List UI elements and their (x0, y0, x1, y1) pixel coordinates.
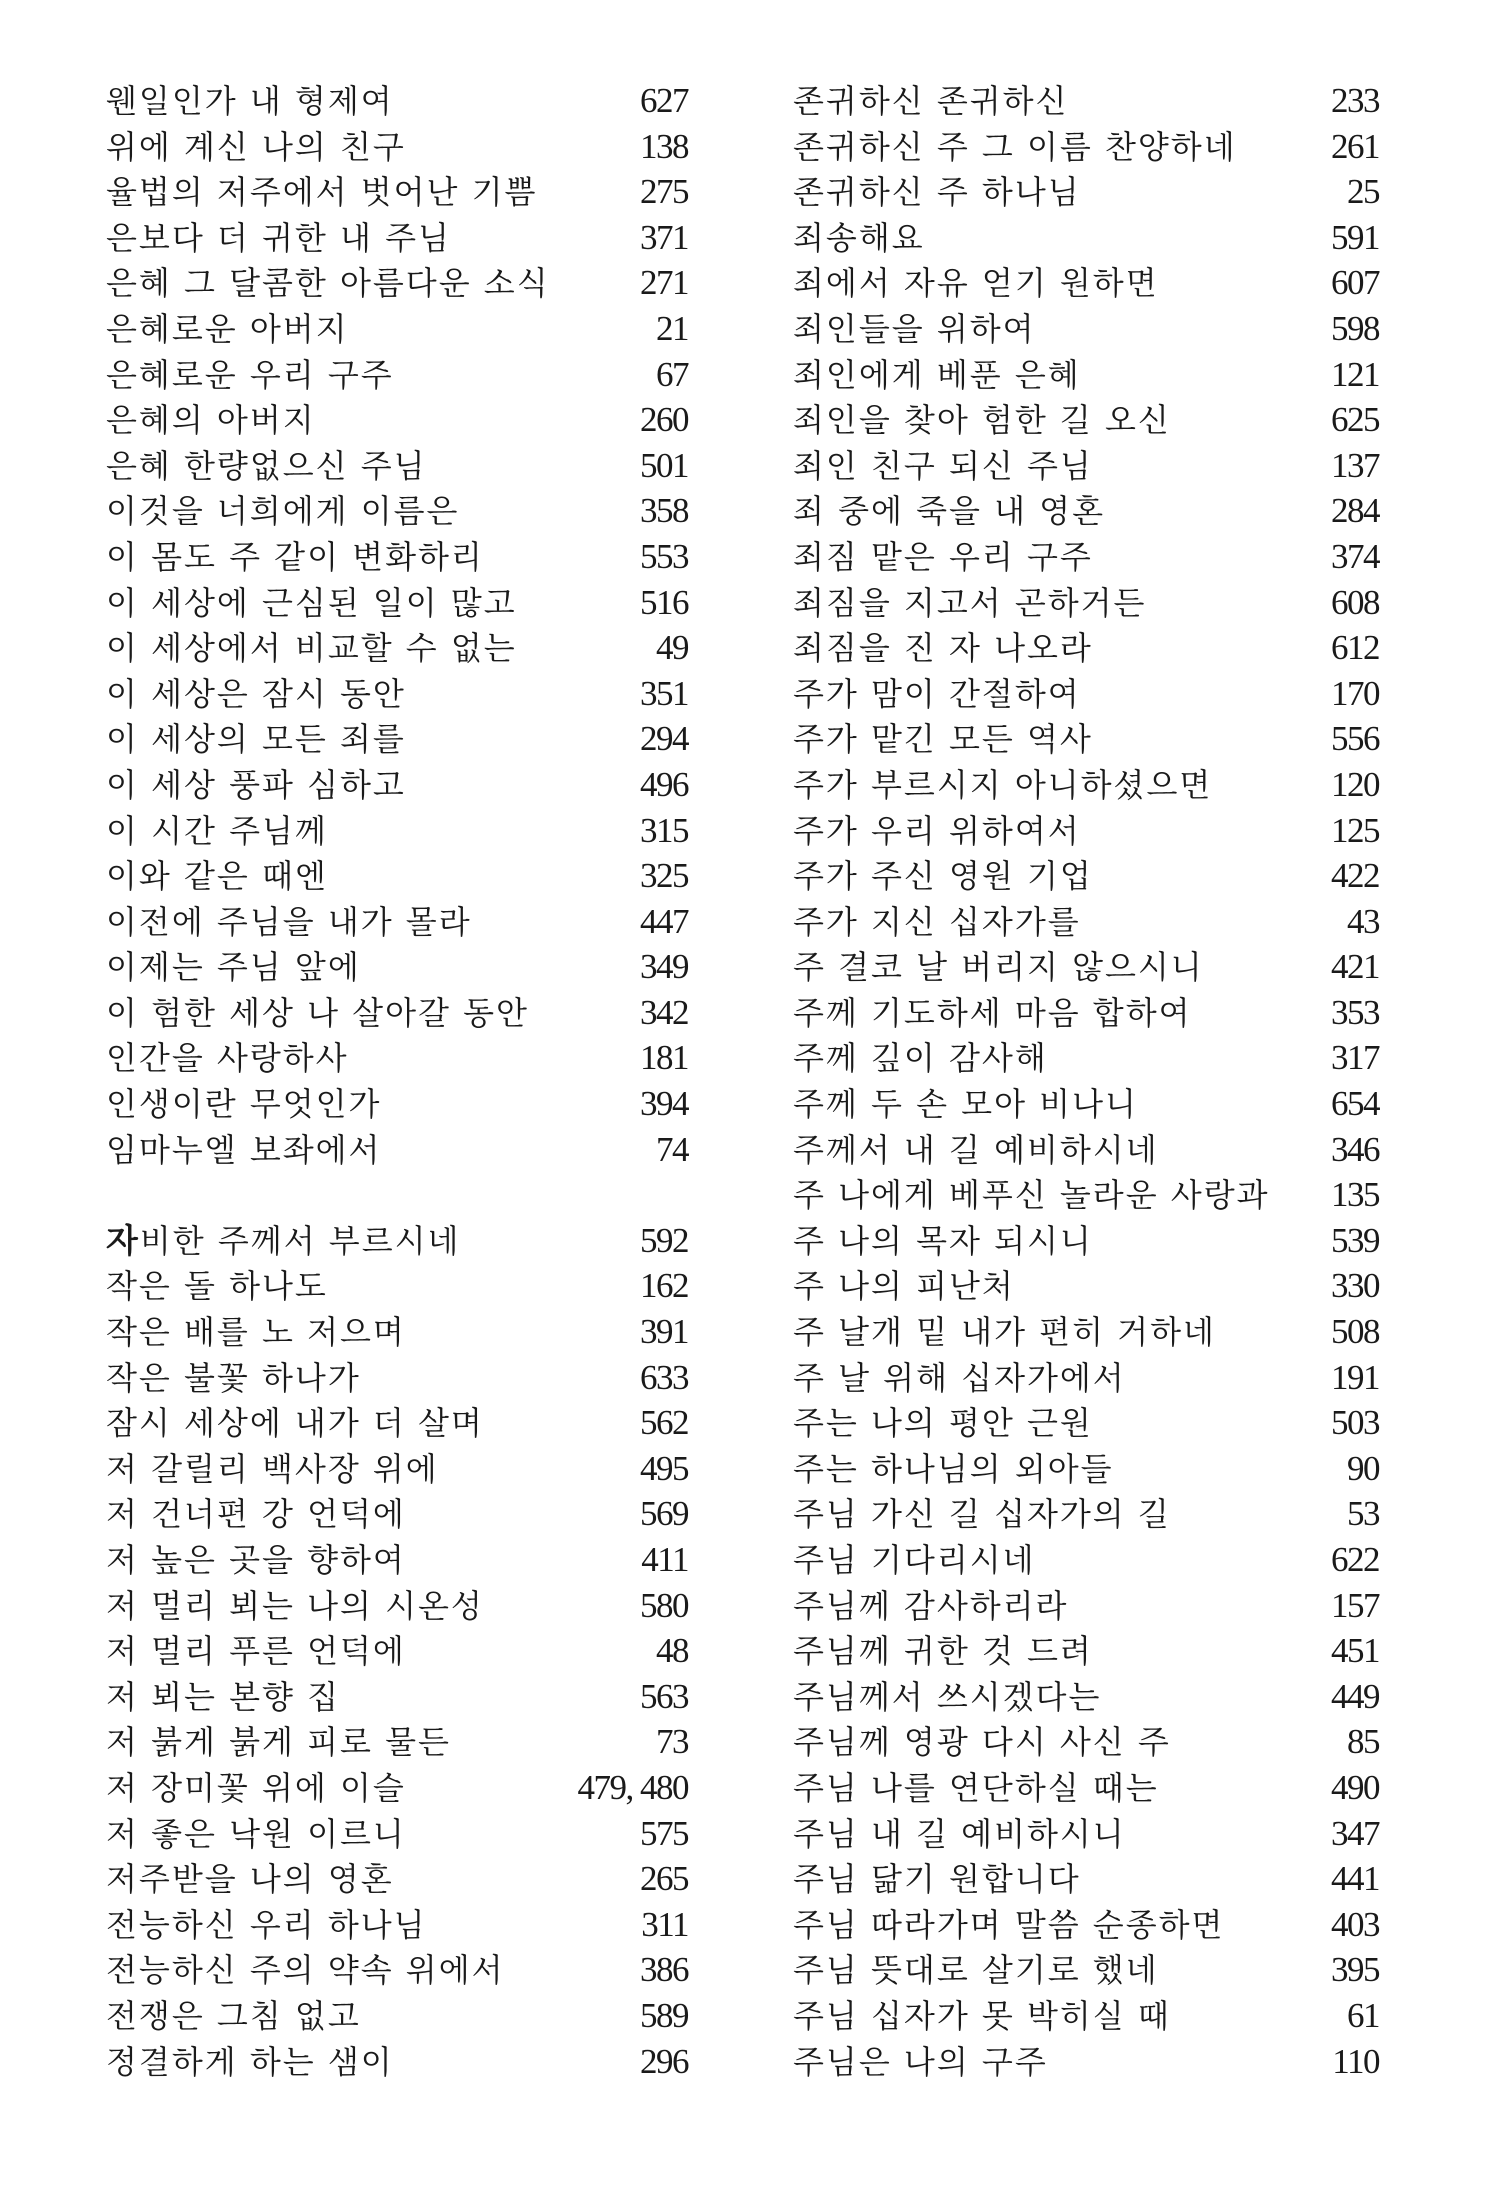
index-entry (793, 1993, 1379, 2039)
hymn-title: 저 붉게 붉게 피로 물든 (106, 1723, 451, 1762)
hymn-number: 627 (640, 81, 688, 120)
hymn-number: 260 (640, 400, 688, 440)
hymn-title: 주님 뜻대로 살기로 했네 (793, 1951, 1159, 1990)
hymn-title: 죄짐을 지고서 곤하거든 (793, 583, 1147, 622)
hymn-number: 622 (1331, 1540, 1379, 1579)
hymn-number: 315 (640, 810, 688, 850)
hymn-title: 주님 십자가 못 박히실 때 (793, 1996, 1171, 2035)
hymn-title: 주님은 나의 구주 (793, 2042, 1048, 2081)
hymn-number: 74 (656, 1129, 688, 1169)
hymn-title: 주님 가신 길 십자가의 길 (793, 1495, 1171, 1534)
hymn-number: 121 (1331, 354, 1379, 394)
hymn-number: 447 (640, 901, 688, 941)
index-entry (106, 944, 688, 990)
hymn-number: 311 (641, 1904, 688, 1944)
index-entry (106, 1719, 688, 1765)
hymn-number: 120 (1331, 764, 1379, 804)
index-entry (793, 78, 1379, 124)
index-entry (793, 1218, 1379, 1264)
hymn-number: 233 (1331, 81, 1379, 120)
hymn-number: 49 (656, 628, 688, 668)
hymn-title: 작은 돌 하나도 (106, 1267, 328, 1306)
hymn-number: 625 (1331, 400, 1379, 440)
hymn-title: 정결하게 하는 샘이 (106, 2042, 394, 2081)
hymn-title: 저주받을 나의 영혼 (106, 1860, 394, 1899)
hymn-number: 48 (656, 1631, 688, 1671)
index-entry (106, 762, 688, 808)
index-entry (106, 1856, 688, 1902)
hymn-title: 주 날 위해 십자가에서 (793, 1358, 1126, 1397)
hymn-number: 61 (1347, 1995, 1379, 2035)
index-entry (793, 306, 1379, 352)
index-entry (106, 808, 688, 854)
hymn-number: 317 (1331, 1038, 1379, 1078)
hymn-number: 261 (1331, 126, 1379, 166)
index-entry (793, 1628, 1379, 1674)
index-entry (106, 1583, 688, 1629)
index-entry (106, 488, 688, 534)
index-entry (793, 1947, 1379, 1993)
hymn-title: 저 멀리 푸른 언덕에 (106, 1632, 406, 1671)
hymn-title: 이 시간 주님께 (106, 811, 328, 850)
index-entry (106, 580, 688, 626)
hymn-number: 598 (1331, 308, 1379, 348)
index-entry (793, 1719, 1379, 1765)
hymn-number: 90 (1347, 1448, 1379, 1488)
hymn-title: 전능하신 주의 약속 위에서 (106, 1951, 505, 1990)
hymn-title: 주께 깊이 감사해 (793, 1039, 1048, 1078)
hymn-number: 351 (640, 673, 688, 713)
hymn-title: 주가 주신 영원 기업 (793, 857, 1093, 896)
hymn-title: 전능하신 우리 하나님 (106, 1905, 427, 1944)
hymn-number: 479, 480 (577, 1767, 688, 1807)
hymn-number: 110 (1332, 2041, 1379, 2081)
hymn-number: 67 (656, 354, 688, 394)
hymn-title: 은보다 더 귀한 내 주님 (106, 218, 451, 257)
hymn-title: 죄짐을 진 자 나오라 (793, 629, 1093, 668)
index-entry (793, 1355, 1379, 1401)
hymn-title: 주님 내 길 예비하시니 (793, 1814, 1126, 1853)
hymn-number: 495 (640, 1448, 688, 1488)
hymn-title: 죄인을 찾아 험한 길 오신 (793, 401, 1171, 440)
hymn-title: 잠시 세상에 내가 더 살며 (106, 1404, 484, 1443)
hymn-title: 죄인 친구 되신 주님 (793, 446, 1093, 485)
hymn-number: 654 (1331, 1084, 1379, 1124)
hymn-title: 주님 기다리시네 (793, 1541, 1036, 1579)
hymn-number: 403 (1331, 1904, 1379, 1944)
hymn-number: 539 (1331, 1220, 1379, 1260)
hymn-title: 주님 나를 연단하실 때는 (793, 1768, 1159, 1807)
hymn-number: 575 (640, 1813, 688, 1853)
index-entry (793, 1400, 1379, 1446)
hymn-number: 349 (640, 947, 688, 987)
index-entry (793, 534, 1379, 580)
hymn-title: 주님께 영광 다시 사신 주 (793, 1723, 1171, 1762)
index-entry (106, 397, 688, 443)
index-entry (793, 488, 1379, 534)
index-entry (106, 1765, 688, 1811)
hymn-title: 저 갈릴리 백사장 위에 (106, 1449, 439, 1488)
hymn-number: 386 (640, 1950, 688, 1990)
index-entry (793, 1263, 1379, 1309)
hymn-title: 이 몸도 주 같이 변화하리 (106, 537, 484, 576)
hymn-number: 294 (640, 719, 688, 759)
hymn-title: 인생이란 무엇인가 (106, 1085, 382, 1124)
hymn-title: 이 세상의 모든 죄를 (106, 720, 406, 759)
index-entry (793, 625, 1379, 671)
index-entry (793, 1765, 1379, 1811)
hymn-title: 임마누엘 보좌에서 (106, 1130, 382, 1169)
hymn-title: 작은 불꽃 하나가 (106, 1358, 361, 1397)
hymn-title: 주가 맘이 간절하여 (793, 674, 1081, 713)
index-entry (793, 671, 1379, 717)
hymn-number: 562 (640, 1403, 688, 1443)
hymn-number: 73 (656, 1722, 688, 1762)
hymn-number: 191 (1331, 1357, 1379, 1397)
index-entry (793, 1674, 1379, 1720)
hymn-title: 이 세상에 근심된 일이 많고 (106, 583, 517, 622)
hymn-title: 작은 배를 노 저으며 (106, 1313, 406, 1352)
hymn-number: 592 (640, 1220, 688, 1260)
hymn-title: 전쟁은 그침 없고 (106, 1996, 361, 2035)
index-entry (106, 78, 688, 124)
hymn-title: 주께서 내 길 예비하시네 (793, 1130, 1159, 1169)
hymn-title: 위에 계신 나의 친구 (106, 127, 406, 166)
hymn-number: 271 (640, 263, 688, 303)
index-entry (106, 1491, 688, 1537)
hymn-title: 은혜로운 우리 구주 (106, 355, 394, 394)
index-entry (793, 944, 1379, 990)
hymn-number: 580 (640, 1585, 688, 1625)
index-entry (106, 260, 688, 306)
index-entry (106, 1309, 688, 1355)
index-entry (793, 1491, 1379, 1537)
hymn-title: 인간을 사랑하사 (106, 1039, 349, 1078)
left-index-column (106, 78, 688, 2084)
index-entry (793, 1583, 1379, 1629)
hymn-number: 265 (640, 1859, 688, 1899)
hymn-title: 주 날개 밑 내가 편히 거하네 (793, 1313, 1216, 1352)
hymn-title: 웬일인가 내 형제여 (106, 82, 394, 120)
hymn-title: 은혜 한량없으신 주님 (106, 446, 427, 485)
hymn-number: 395 (1331, 1950, 1379, 1990)
hymn-title: 존귀하신 주 그 이름 찬양하네 (793, 127, 1237, 166)
hymn-number: 411 (641, 1540, 688, 1579)
index-entry (106, 990, 688, 1036)
index-entry (106, 1628, 688, 1674)
hymn-number: 503 (1331, 1403, 1379, 1443)
hymn-title: 주 결코 날 버리지 않으시니 (793, 948, 1204, 987)
hymn-number: 170 (1331, 673, 1379, 713)
index-entry (793, 1856, 1379, 1902)
hymn-number: 441 (1331, 1859, 1379, 1899)
hymn-title: 주님께서 쓰시겠다는 (793, 1677, 1102, 1716)
index-entry (793, 1446, 1379, 1492)
hymn-number: 591 (1331, 217, 1379, 257)
hymn-number: 449 (1331, 1676, 1379, 1716)
hymn-title: 주님 닮기 원합니다 (793, 1860, 1081, 1899)
index-entry (793, 853, 1379, 899)
hymn-number: 275 (640, 172, 688, 212)
index-entry (793, 260, 1379, 306)
hymn-number: 508 (1331, 1312, 1379, 1352)
hymn-title: 저 좋은 낙원 이르니 (106, 1814, 406, 1853)
hymn-title: 저 높은 곳을 향하여 (106, 1541, 406, 1579)
hymn-title: 주가 지신 십자가를 (793, 902, 1081, 941)
hymn-title: 주님께 귀한 것 드려 (793, 1632, 1093, 1671)
hymn-number: 347 (1331, 1813, 1379, 1853)
index-entry (793, 808, 1379, 854)
hymn-number: 451 (1331, 1631, 1379, 1671)
hymn-number: 21 (656, 308, 688, 348)
index-entry (106, 716, 688, 762)
index-entry (106, 443, 688, 489)
index-entry (793, 397, 1379, 443)
index-entry (106, 1947, 688, 1993)
index-entry (793, 1309, 1379, 1355)
hymn-title: 이 세상은 잠시 동안 (106, 674, 406, 713)
index-entry (106, 1400, 688, 1446)
hymn-number: 358 (640, 491, 688, 531)
hymn-number: 43 (1347, 901, 1379, 941)
hymn-title: 존귀하신 주 하나님 (793, 173, 1081, 212)
index-entry (106, 1218, 688, 1264)
hymn-number: 135 (1331, 1175, 1379, 1215)
hymn-title: 존귀하신 존귀하신 (793, 82, 1069, 120)
hymn-number: 421 (1331, 947, 1379, 987)
hymn-title: 죄짐 맡은 우리 구주 (793, 537, 1093, 576)
hymn-title: 주 나에게 베푸신 놀라운 사랑과 (793, 1176, 1270, 1215)
hymn-title: 저 멀리 뵈는 나의 시온성 (106, 1586, 484, 1625)
hymn-number: 612 (1331, 628, 1379, 668)
hymn-number: 346 (1331, 1129, 1379, 1169)
index-entry (106, 124, 688, 170)
index-entry (793, 215, 1379, 261)
hymn-title: 죄송해요 (793, 218, 925, 257)
index-entry (106, 899, 688, 945)
hymn-title: 이 험한 세상 나 살아갈 동안 (106, 993, 529, 1032)
hymn-number: 181 (640, 1038, 688, 1078)
hymn-number: 589 (640, 1995, 688, 2035)
index-entry (106, 1674, 688, 1720)
hymn-number: 608 (1331, 582, 1379, 622)
index-entry (793, 1811, 1379, 1857)
hymn-number: 422 (1331, 856, 1379, 896)
index-entry (793, 762, 1379, 808)
hymn-number: 85 (1347, 1722, 1379, 1762)
hymn-number: 125 (1331, 810, 1379, 850)
hymn-number: 607 (1331, 263, 1379, 303)
index-entry (106, 169, 688, 215)
hymn-number: 569 (640, 1494, 688, 1534)
index-entry (793, 443, 1379, 489)
index-entry (793, 352, 1379, 398)
hymn-title: 주 나의 목자 되시니 (793, 1221, 1093, 1260)
hymn-number: 496 (640, 764, 688, 804)
hymn-title: 율법의 저주에서 벗어난 기쁨 (106, 173, 538, 212)
hymn-number: 325 (640, 856, 688, 896)
index-entry (106, 1127, 688, 1173)
hymn-title: 주님께 감사하리라 (793, 1586, 1069, 1625)
hymn-number: 342 (640, 992, 688, 1032)
hymn-number: 490 (1331, 1767, 1379, 1807)
hymn-number: 633 (640, 1357, 688, 1397)
hymn-number: 53 (1347, 1494, 1379, 1534)
index-entry (106, 1993, 688, 2039)
hymn-number: 391 (640, 1312, 688, 1352)
hymn-number: 501 (640, 445, 688, 485)
hymn-title: 은혜 그 달콤한 아름다운 소식 (106, 264, 550, 303)
hymn-number: 374 (1331, 536, 1379, 576)
hymn-number: 25 (1347, 172, 1379, 212)
hymn-title: 이 세상에서 비교할 수 없는 (106, 629, 517, 668)
hymn-title: 주께 두 손 모아 비나니 (793, 1085, 1138, 1124)
index-entry (106, 1081, 688, 1127)
index-entry (106, 534, 688, 580)
index-entry (793, 716, 1379, 762)
index-entry (106, 215, 688, 261)
hymn-title: 죄인에게 베푼 은혜 (793, 355, 1081, 394)
hymn-title: 죄에서 자유 얻기 원하면 (793, 264, 1159, 303)
index-entry (106, 352, 688, 398)
hymn-title: 주는 나의 평안 근원 (793, 1404, 1093, 1443)
hymn-title: 주가 맡긴 모든 역사 (793, 720, 1093, 759)
hymn-title: 저 건너편 강 언덕에 (106, 1495, 406, 1534)
index-entry (106, 2039, 688, 2085)
index-entry (793, 1127, 1379, 1173)
hymn-number: 296 (640, 2041, 688, 2081)
hymn-title-rest: 비한 주께서 부르시네 (139, 1221, 461, 1260)
hymn-title: 주는 하나님의 외아들 (793, 1449, 1114, 1488)
index-entry (106, 1035, 688, 1081)
hymn-number: 284 (1331, 491, 1379, 531)
hymn-title: 저 뵈는 본향 집 (106, 1677, 340, 1716)
hymn-title: 이전에 주님을 내가 몰라 (106, 902, 472, 941)
hymn-title: 주가 우리 위하여서 (793, 811, 1081, 850)
hymn-number: 394 (640, 1084, 688, 1124)
index-entry (793, 2039, 1379, 2085)
hymn-number: 157 (1331, 1585, 1379, 1625)
hymn-number: 516 (640, 582, 688, 622)
hymn-title: 이것을 너희에게 이름은 (106, 492, 460, 531)
hymn-title: 저 장미꽃 위에 이슬 (106, 1768, 406, 1807)
hymn-title: 주께 기도하세 마음 합하여 (793, 993, 1192, 1032)
hymn-title: 은혜로운 아버지 (106, 309, 349, 348)
index-entry (793, 990, 1379, 1036)
hymn-title: 이 세상 풍파 심하고 (106, 765, 406, 804)
hymn-number: 330 (1331, 1266, 1379, 1306)
index-entry (106, 1263, 688, 1309)
index-entry (793, 1081, 1379, 1127)
hymn-title: 이제는 주님 앞에 (106, 948, 361, 987)
index-entry (106, 671, 688, 717)
index-entry (793, 124, 1379, 170)
hymn-title: 죄 중에 죽을 내 영혼 (793, 492, 1105, 531)
section-gap (106, 1172, 688, 1218)
index-entry (106, 1902, 688, 1948)
index-entry (106, 1537, 688, 1583)
hymn-title (106, 1218, 460, 1265)
right-index-column (793, 78, 1379, 2084)
index-entry (106, 1811, 688, 1857)
hymn-title: 주님 따라가며 말씀 순종하면 (793, 1905, 1225, 1944)
index-entry (793, 1035, 1379, 1081)
hymn-title: 주 나의 피난처 (793, 1267, 1015, 1306)
index-entry (793, 580, 1379, 626)
index-entry (106, 306, 688, 352)
hymn-title: 죄인들을 위하여 (793, 309, 1036, 348)
hymn-title: 이와 같은 때엔 (106, 857, 328, 896)
index-entry (793, 1172, 1379, 1218)
hymn-number: 137 (1331, 445, 1379, 485)
hymn-number: 556 (1331, 719, 1379, 759)
hymn-number: 138 (640, 126, 688, 166)
index-entry (106, 625, 688, 671)
section-initial: 자 (106, 1220, 140, 1260)
hymn-number: 162 (640, 1266, 688, 1306)
hymn-number: 371 (640, 217, 688, 257)
index-entry (106, 1446, 688, 1492)
index-entry (793, 1902, 1379, 1948)
hymn-title: 은혜의 아버지 (106, 401, 316, 440)
hymn-number: 553 (640, 536, 688, 576)
index-entry (793, 1537, 1379, 1583)
hymn-number: 563 (640, 1676, 688, 1716)
index-entry (106, 1355, 688, 1401)
index-entry (793, 899, 1379, 945)
index-entry (106, 853, 688, 899)
index-entry (793, 169, 1379, 215)
hymn-number: 353 (1331, 992, 1379, 1032)
hymn-title: 주가 부르시지 아니하셨으면 (793, 765, 1213, 804)
